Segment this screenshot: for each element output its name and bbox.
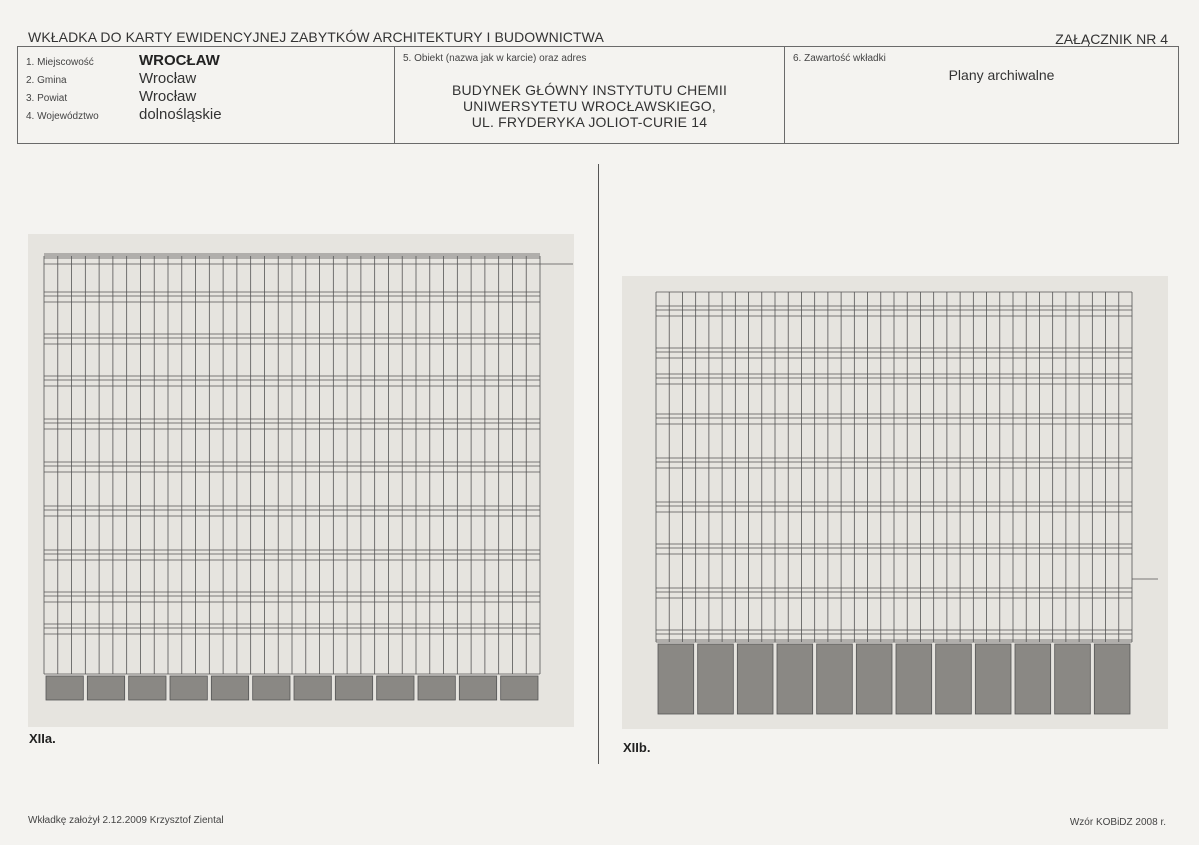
facade-drawing-left: [28, 234, 574, 727]
object-line-3: UL. FRYDERYKA JOLIOT-CURIE 14: [471, 114, 708, 130]
footer-author: Wkładkę założył 2.12.2009 Krzysztof Ziental: [28, 815, 224, 826]
facade-lines: [656, 292, 1132, 642]
ground-floor: [658, 644, 1130, 714]
plan-caption-xiia: XIIa.: [29, 731, 56, 746]
object-name: [395, 82, 784, 130]
ground-floor: [46, 676, 538, 700]
plan-caption-xiib: XIIb.: [623, 740, 651, 755]
object-cell: [395, 47, 785, 143]
contents-cell: [785, 47, 1178, 143]
page-divider: [598, 164, 599, 764]
location-label-1: 1. Miejscowość: [26, 57, 94, 68]
info-table: [17, 46, 1179, 144]
object-line-2: UNIWERSYTETU WROCŁAWSKIEGO,: [462, 98, 716, 114]
plan-image-xiia: [28, 234, 574, 727]
annex-number: ZAŁĄCZNIK NR 4: [1055, 31, 1168, 47]
location-label-4: 4. Województwo: [26, 111, 99, 122]
document-title: WKŁADKA DO KARTY EWIDENCYJNEJ ZABYTKÓW ARCHITEKTURY I BUDOWNICTWA: [28, 29, 604, 45]
location-value-4: dolnośląskie: [139, 106, 222, 123]
facade-drawing-right: [622, 276, 1168, 729]
footer-template: Wzór KOBiDZ 2008 r.: [1069, 817, 1166, 828]
location-cell: [18, 47, 395, 143]
object-line-1: BUDYNEK GŁÓWNY INSTYTUTU CHEMII: [451, 82, 728, 98]
plan-image-xiib: [622, 276, 1168, 729]
contents-value: Plany archiwalne: [948, 67, 1055, 83]
location-label-2: 2. Gmina: [26, 75, 67, 86]
object-label: 5. Obiekt (nazwa jak w karcie) oraz adres: [403, 53, 587, 64]
contents-label: 6. Zawartość wkładki: [793, 53, 886, 64]
location-label-3: 3. Powiat: [26, 93, 68, 104]
location-value-2: Wrocław: [139, 70, 197, 87]
location-value-1: WROCŁAW: [139, 52, 220, 69]
location-value-3: Wrocław: [139, 88, 197, 105]
facade-lines: [44, 254, 540, 674]
